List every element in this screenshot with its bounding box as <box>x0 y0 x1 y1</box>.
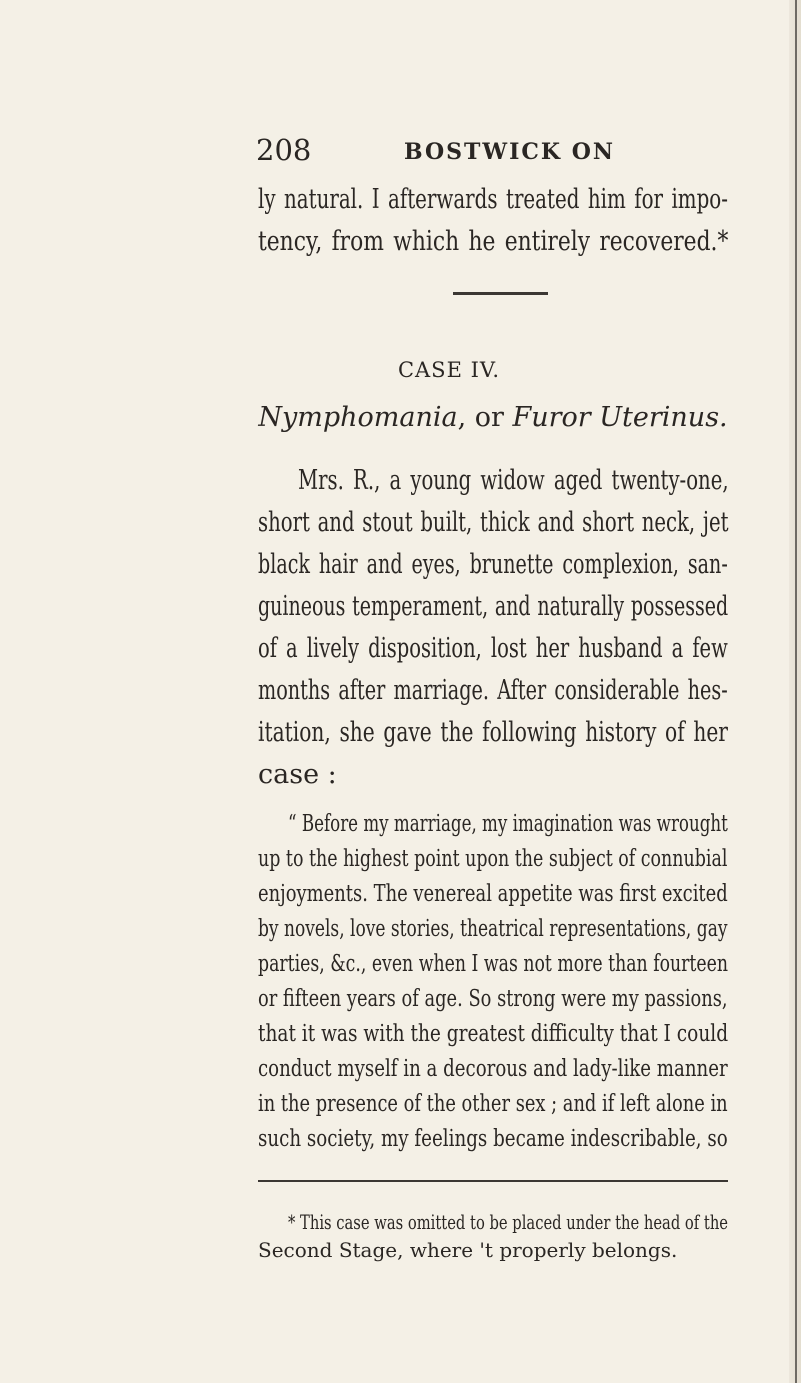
text-line: up to the highest point upon the subject of connubial <box>258 844 728 872</box>
text-line: Second Stage, where 't properly belongs. <box>258 1238 678 1262</box>
text-line: short and stout built, thick and short neck, jet <box>258 507 729 538</box>
text-line: guineous temperament, and naturally possessed <box>258 591 729 622</box>
text-line: or fifteen years of age. So strong were my passions, <box>258 984 728 1012</box>
subtitle-conjunction: , or <box>457 402 513 433</box>
text-line: that it was with the greatest difficulty that I could <box>258 1019 729 1047</box>
page-edge <box>789 0 801 1383</box>
text-line: tency, from which he entirely recovered.* <box>258 225 729 257</box>
footnote-divider <box>258 1180 728 1182</box>
text-line: black hair and eyes, brunette complexion, san- <box>258 549 728 580</box>
subtitle-term: Nymphomania <box>258 402 458 433</box>
text-line: * This case was omitted to be placed under the head of the <box>288 1210 729 1234</box>
text-line: enjoyments. The venereal appetite was first excited <box>258 879 728 907</box>
text-line: itation, she gave the following history of her <box>258 717 728 748</box>
text-line: case : <box>258 759 337 790</box>
binding-line <box>795 0 797 1383</box>
subtitle-term: Furor Uterinus. <box>512 402 728 433</box>
text-line: months after marriage. After considerable hes- <box>258 675 728 706</box>
text-line: parties, &c., even when I was not more than fourteen <box>258 949 728 977</box>
page-number: 208 <box>256 133 312 167</box>
section-divider <box>453 292 548 295</box>
text-line: conduct myself in a decorous and lady-like manner <box>258 1054 728 1082</box>
text-line: in the presence of the other sex ; and if left alone in <box>258 1089 728 1117</box>
text-line: “ Before my marriage, my imagination was wrought <box>288 809 728 837</box>
text-line: of a lively disposition, lost her husband a few <box>258 633 728 664</box>
text-line: such society, my feelings became indescribable, so <box>258 1124 728 1152</box>
case-subtitle <box>258 404 728 431</box>
text-line: ly natural. I afterwards treated him for impo- <box>258 183 728 215</box>
text-line: by novels, love stories, theatrical representations, gay <box>258 914 728 942</box>
running-title: BOSTWICK ON <box>404 139 615 165</box>
case-heading: CASE IV. <box>397 358 501 382</box>
text-line: Mrs. R., a young widow aged twenty-one, <box>298 465 729 496</box>
